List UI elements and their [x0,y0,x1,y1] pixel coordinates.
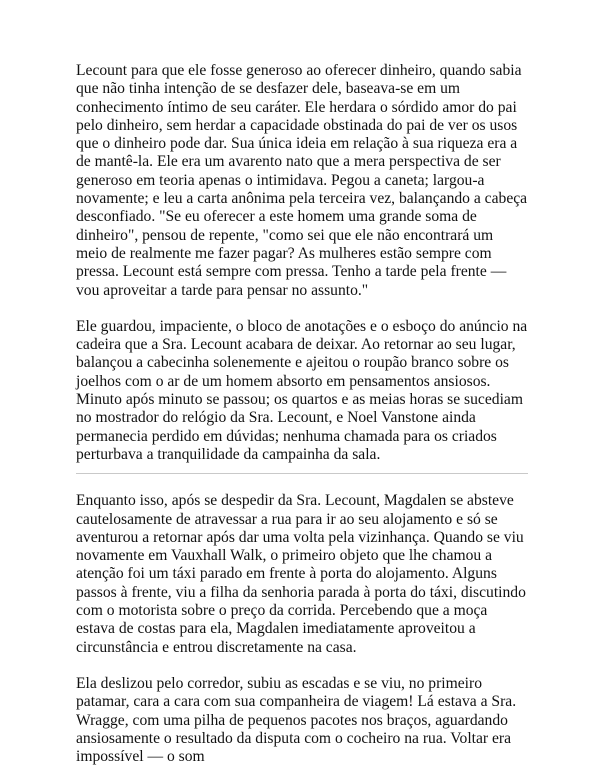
paragraph-3: Enquanto isso, após se despedir da Sra. Lecount, Magdalen se absteve cautelosamente de atravessar a rua para ir ao seu alojamento e só se aventurou a retornar após dar uma volta pela vizinhança. Quando se viu novamente em Vauxhall Walk, o primeiro objeto que lhe chamou a atenção foi um táxi parado em frente à porta do alojamento. Alguns passos à frente, viu a filha da senhoria parada à porta do táxi, discutindo com o motorista sobre o preço da corrida. Percebendo que a moça estava de costas para ela, Magdalen imediatamente aproveitou a circunstância e entrou discretamente na casa. [76,492,526,656]
paragraph-4: Ela deslizou pelo corredor, subiu as escadas e se viu, no primeiro patamar, cara a cara com sua companheira de viagem! Lá estava a Sra. Wragge, com uma pilha de pequenos pacotes nos braços, aguardando ansiosamente o resultado da disputa com o cocheiro na rua. Voltar era impossível — o som [76,674,517,766]
section-divider [76,473,528,474]
paragraph-gap [76,657,528,675]
paragraph-gap [76,300,528,318]
document-page [76,62,528,766]
paragraph-2: Ele guardou, impaciente, o bloco de anotações e o esboço do anúncio na cadeira que a Sra. Lecount acabara de deixar. Ao retornar ao seu lugar, balançou a cabecinha solenemente e ajeitou o roupão branco sobre os joelhos com o ar de um homem absorto em pensamentos ansiosos. Minuto após minuto se passou; os quartos e as meias horas se sucediam no mostrador do relógio da Sra. Lecount, e Noel Vanstone ainda permanecia perdido em dúvidas; nenhuma chamada para os criados perturbava a tranquilidade da campainha da sala. [76,317,528,463]
paragraph-1: Lecount para que ele fosse generoso ao oferecer dinheiro, quando sabia que não tinha intenção de se desfazer dele, baseava-se em um conhecimento íntimo de seu caráter. Ele herdara o sórdido amor do pai pelo dinheiro, sem herdar a capacidade obstinada do pai de ver os usos que o dinheiro pode dar. Sua única ideia em relação à sua riqueza era a de mantê-la. Ele era um avarento nato que a mera perspectiva de ser generoso em teoria apenas o intimidava. Pegou a caneta; largou-a novamente; e leu a carta anônima pela terceira vez, balançando a cabeça desconfiado. "Se eu oferecer a este homem uma grande soma de dinheiro", pensou de repente, "como sei que ele não encontrará um meio de realmente me fazer pagar? As mulheres estão sempre com pressa. Lecount está sempre com pressa. Tenho a tarde pela frente — vou aproveitar a tarde para pensar no assunto." [76,62,528,299]
